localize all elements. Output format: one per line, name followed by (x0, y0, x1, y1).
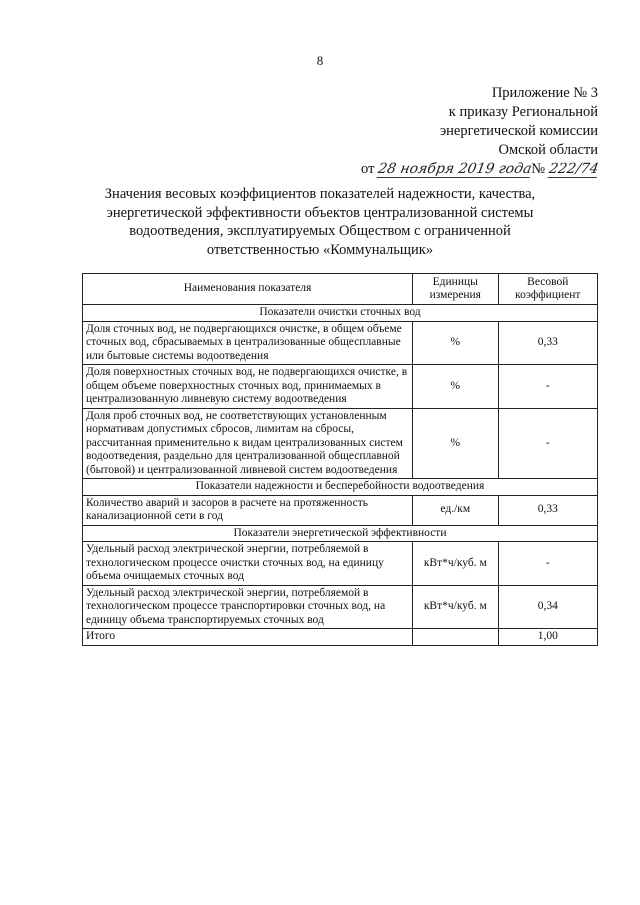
indicator-unit: кВт*ч/куб. м (413, 585, 498, 629)
section-title: Показатели энергетической эффективности (83, 525, 598, 542)
number-sign: № (531, 161, 546, 177)
indicator-name: Удельный расход электрической энергии, потребляемой в технологическом процессе очистки сточных вод, на единицу объема очищаемых сточных вод (83, 542, 413, 586)
total-weight: 1,00 (498, 629, 597, 646)
indicator-weight: - (498, 542, 597, 586)
table-row (83, 495, 598, 525)
order-date-line (361, 160, 598, 179)
section-title: Показатели очистки сточных вод (83, 305, 598, 322)
indicator-weight: - (498, 365, 597, 409)
section-row (83, 479, 598, 496)
table-header-row (83, 274, 598, 305)
total-label: Итого (83, 629, 413, 646)
table-row (83, 321, 598, 365)
appendix-order-ref: к приказу Региональной (448, 104, 598, 120)
handwritten-date: 28 ноября 2019 года (376, 161, 533, 177)
indicator-unit: % (413, 321, 498, 365)
indicator-weight: - (498, 408, 597, 479)
indicator-name: Доля сточных вод, не подвергающихся очистке, в общем объеме сточных вод, сбрасываемых в централизованные общесплавные или бытовые системы водоотведения (83, 321, 413, 365)
table-row (83, 585, 598, 629)
indicator-weight: 0,34 (498, 585, 597, 629)
section-row (83, 305, 598, 322)
table-row (83, 542, 598, 586)
handwritten-number: 222/74 (547, 161, 600, 177)
indicator-weight: 0,33 (498, 495, 597, 525)
indicator-name: Доля проб сточных вод, не соответствующих установленным нормативам допустимых сбросов, лимитам на сбросы, рассчитанная применительно к видам централизованных систем водоотведения, раздельно для централизованной общесплавной (бытовой) и централизованной ливневой систем водоотведения (83, 408, 413, 479)
header-name: Наименования показателя (83, 274, 413, 305)
table-row (83, 408, 598, 479)
date-prefix: от (361, 161, 375, 177)
header-unit: Единицы измерения (413, 274, 498, 305)
indicators-table (82, 273, 598, 646)
total-row (83, 629, 598, 646)
indicator-name: Доля поверхностных сточных вод, не подвергающихся очистке, в общем объеме поверхностных сточных вод, принимаемых в централизованную ливневую систему водоотведения (83, 365, 413, 409)
section-title: Показатели надежности и бесперебойности водоотведения (83, 479, 598, 496)
total-unit (413, 629, 498, 646)
table-row (83, 365, 598, 409)
indicator-unit: % (413, 408, 498, 479)
appendix-region: Омской области (498, 142, 598, 158)
indicator-unit: кВт*ч/куб. м (413, 542, 498, 586)
page-number: 8 (316, 53, 324, 68)
section-row (83, 525, 598, 542)
header-weight: Весовой коэффициент (498, 274, 597, 305)
document-title: Значения весовых коэффициентов показателей надежности, качества, энергетической эффективности объектов централизованной системы водоотведения, эксплуатируемых Обществом с ограниченной ответственностью «Коммунальщик» (104, 186, 536, 258)
indicator-unit: % (413, 365, 498, 409)
appendix-commission: энергетической комиссии (439, 123, 598, 139)
indicator-weight: 0,33 (498, 321, 597, 365)
indicator-unit: ед./км (413, 495, 498, 525)
appendix-header (361, 84, 598, 179)
appendix-title: Приложение № 3 (491, 85, 598, 101)
indicator-name: Количество аварий и засоров в расчете на протяженность канализационной сети в год (83, 495, 413, 525)
indicator-name: Удельный расход электрической энергии, потребляемой в технологическом процессе транспортировки сточных вод, на единицу объема транспортируемых сточных вод (83, 585, 413, 629)
